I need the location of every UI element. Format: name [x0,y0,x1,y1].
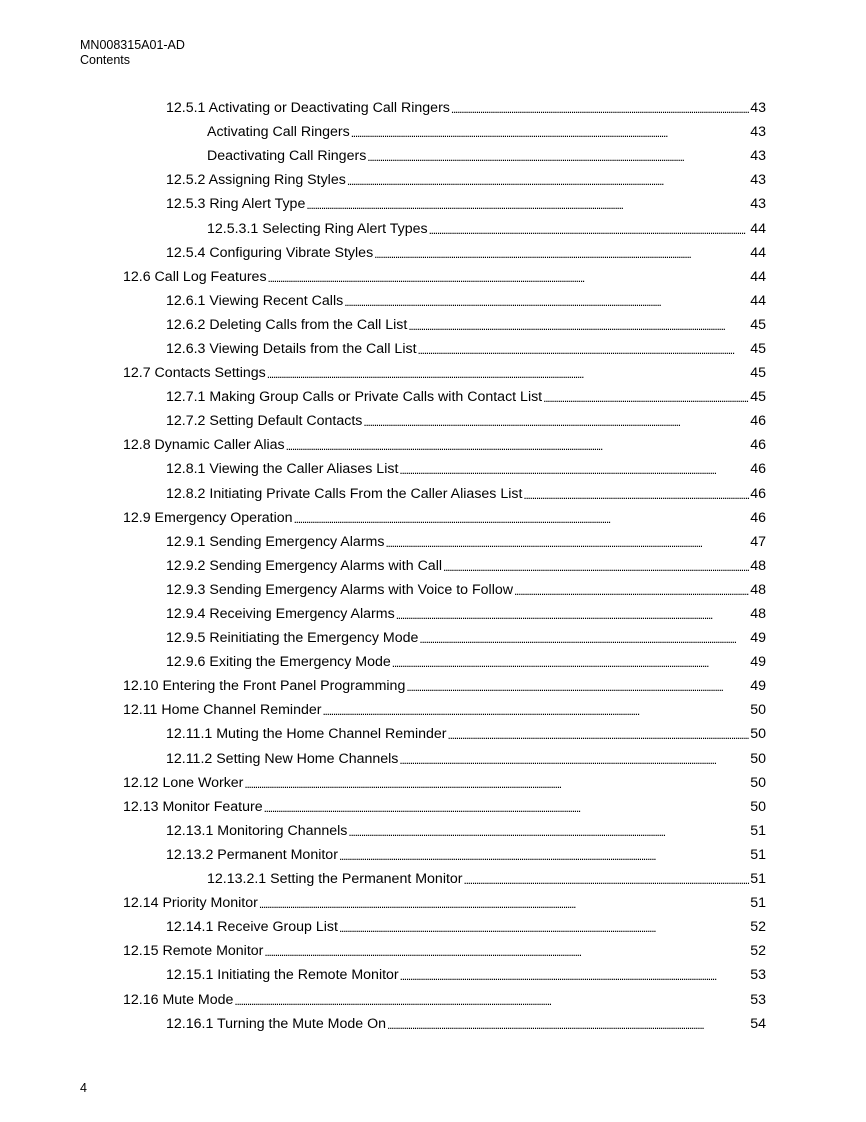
toc-entry-title: 12.8 Dynamic Caller Alias [123,437,285,454]
toc-entry-page: 52 [750,919,766,936]
toc-entry-title: Activating Call Ringers [207,124,350,141]
toc-entry-page: 44 [750,220,766,237]
toc-entry-page: 46 [750,413,766,430]
toc-entry[interactable] [0,506,866,530]
toc-entry-page: 50 [750,726,766,743]
dot-leader [392,655,749,671]
toc-entry[interactable] [0,337,866,361]
toc-entry-title: 12.12 Lone Worker [123,774,244,791]
toc-entry[interactable] [0,650,866,674]
toc-entry[interactable] [0,409,866,433]
toc-entry[interactable] [0,963,866,987]
toc-entry-page: 46 [750,437,766,454]
toc-entry-title: 12.11.2 Setting New Home Channels [166,750,399,767]
toc-entry-title: 12.5.1 Activating or Deactivating Call Ringers [166,100,450,117]
toc-entry[interactable] [0,722,866,746]
toc-entry[interactable] [0,457,866,481]
dot-leader [363,414,749,430]
dot-leader [387,1017,749,1033]
dot-leader [396,607,750,623]
toc-entry[interactable] [0,192,866,216]
dot-leader [514,583,749,599]
toc-entry[interactable] [0,530,866,554]
toc-entry-page: 51 [750,846,766,863]
table-of-contents [0,96,866,1036]
dot-leader [367,149,749,165]
dot-leader [268,270,750,286]
toc-entry-page: 52 [750,943,766,960]
dot-leader [406,679,749,695]
toc-entry-page: 51 [750,871,766,888]
dot-leader [344,294,749,310]
toc-entry-page: 43 [750,124,766,141]
toc-entry-title: 12.13 Monitor Feature [123,798,263,815]
toc-entry-title: 12.7.1 Making Group Calls or Private Calls with Contact List [166,389,543,406]
toc-entry-title: 12.5.3 Ring Alert Type [166,196,306,213]
toc-entry-title: 12.6.2 Deleting Calls from the Call List [166,316,408,333]
toc-entry-title: 12.9 Emergency Operation [123,509,293,526]
toc-entry-title: 12.9.4 Receiving Emergency Alarms [166,606,395,623]
toc-entry-page: 48 [750,557,766,574]
toc-entry[interactable] [0,168,866,192]
dot-leader [451,101,749,117]
toc-entry[interactable] [0,987,866,1011]
dot-leader [399,462,749,478]
dot-leader [339,848,749,864]
toc-entry[interactable] [0,626,866,650]
toc-entry-page: 43 [750,100,766,117]
toc-entry[interactable] [0,385,866,409]
dot-leader [543,390,749,406]
toc-entry-title: 12.16 Mute Mode [123,991,234,1008]
toc-entry-page: 50 [750,774,766,791]
toc-entry-title: 12.8.2 Initiating Private Calls From the Caller Aliases List [166,485,523,502]
toc-entry-title: 12.9.3 Sending Emergency Alarms with Voice to Follow [166,581,513,598]
toc-entry-title: 12.15 Remote Monitor [123,943,264,960]
toc-entry[interactable] [0,433,866,457]
toc-entry[interactable] [0,771,866,795]
toc-entry-page: 44 [750,244,766,261]
toc-entry[interactable] [0,843,866,867]
toc-entry[interactable] [0,361,866,385]
dot-leader [374,246,749,262]
toc-entry-title: 12.9.2 Sending Emergency Alarms with Call [166,557,443,574]
dot-leader [294,511,750,527]
dot-leader [348,824,749,840]
toc-entry-title: 12.9.5 Reinitiating the Emergency Mode [166,630,419,647]
toc-entry-title: Deactivating Call Ringers [207,148,367,165]
toc-entry-page: 44 [750,292,766,309]
toc-entry-title: 12.7.2 Setting Default Contacts [166,413,363,430]
toc-entry[interactable] [0,144,866,168]
dot-leader [264,800,750,816]
toc-entry-title: 12.14.1 Receive Group List [166,919,338,936]
toc-entry[interactable] [0,265,866,289]
dot-leader [448,727,750,743]
toc-entry-title: 12.10 Entering the Front Panel Programming [123,678,406,695]
section-title: Contents [80,53,131,67]
toc-entry-page: 47 [750,533,766,550]
toc-entry-page: 49 [750,654,766,671]
toc-entry-title: 12.13.2.1 Setting the Permanent Monitor [207,871,463,888]
toc-entry-title: 12.16.1 Turning the Mute Mode On [166,1015,387,1032]
toc-entry-page: 54 [750,1015,766,1032]
dot-leader [464,872,750,888]
dot-leader [286,438,750,454]
toc-entry-title: 12.5.2 Assigning Ring Styles [166,172,346,189]
document-id: MN008315A01-AD [80,38,185,52]
toc-entry-page: 51 [750,895,766,912]
toc-entry-title: 12.7 Contacts Settings [123,365,266,382]
dot-leader [339,920,749,936]
dot-leader [419,631,749,647]
toc-entry-page: 46 [750,509,766,526]
toc-entry[interactable] [0,578,866,602]
toc-entry-page: 51 [750,822,766,839]
dot-leader [264,944,749,960]
dot-leader [443,559,749,575]
dot-leader [429,222,750,238]
dot-leader [234,993,749,1009]
dot-leader [408,318,749,334]
dot-leader [322,703,749,719]
toc-entry-title: 12.8.1 Viewing the Caller Aliases List [166,461,399,478]
toc-entry[interactable] [0,819,866,843]
toc-entry-title: 12.6 Call Log Features [123,268,267,285]
dot-leader [418,342,750,358]
toc-entry-page: 45 [750,389,766,406]
toc-entry-page: 49 [750,678,766,695]
toc-entry-page: 48 [750,581,766,598]
page-number: 4 [80,1081,87,1095]
toc-entry-title: 12.11.1 Muting the Home Channel Reminder [166,726,447,743]
toc-entry-title: 12.9.1 Sending Emergency Alarms [166,533,385,550]
toc-entry[interactable] [0,96,866,120]
dot-leader [523,487,749,503]
dot-leader [351,125,749,141]
toc-entry-page: 46 [750,485,766,502]
toc-entry[interactable] [0,891,866,915]
dot-leader [244,776,749,792]
dot-leader [399,752,749,768]
toc-entry-page: 45 [750,316,766,333]
toc-entry-page: 49 [750,630,766,647]
toc-entry-page: 53 [750,967,766,984]
toc-entry-page: 50 [750,798,766,815]
toc-entry[interactable] [0,1012,866,1036]
toc-entry-title: 12.5.4 Configuring Vibrate Styles [166,244,374,261]
toc-entry-page: 45 [750,365,766,382]
page-header [80,38,185,68]
dot-leader [267,366,749,382]
toc-entry-page: 50 [750,750,766,767]
toc-entry-page: 45 [750,340,766,357]
toc-entry[interactable] [0,674,866,698]
dot-leader [259,896,749,912]
dot-leader [385,535,749,551]
toc-entry[interactable] [0,554,866,578]
toc-entry[interactable] [0,939,866,963]
toc-entry-page: 46 [750,461,766,478]
toc-entry-title: 12.11 Home Channel Reminder [123,702,322,719]
toc-entry[interactable] [0,698,866,722]
toc-entry[interactable] [0,795,866,819]
dot-leader [347,173,749,189]
toc-entry-page: 53 [750,991,766,1008]
toc-entry-page: 43 [750,172,766,189]
dot-leader [306,197,749,213]
toc-entry-title: 12.9.6 Exiting the Emergency Mode [166,654,391,671]
toc-entry-title: 12.13.1 Monitoring Channels [166,822,348,839]
toc-entry-page: 48 [750,606,766,623]
toc-entry[interactable] [0,313,866,337]
toc-entry-title: 12.6.3 Viewing Details from the Call List [166,340,417,357]
toc-entry[interactable] [0,867,866,891]
toc-entry-title: 12.14 Priority Monitor [123,895,258,912]
toc-entry-title: 12.6.1 Viewing Recent Calls [166,292,344,309]
toc-entry-page: 50 [750,702,766,719]
toc-entry[interactable] [0,289,866,313]
toc-entry-page: 43 [750,196,766,213]
toc-entry[interactable] [0,482,866,506]
toc-entry-title: 12.5.3.1 Selecting Ring Alert Types [207,220,428,237]
toc-entry-page: 44 [750,268,766,285]
toc-entry[interactable] [0,747,866,771]
toc-entry-title: 12.15.1 Initiating the Remote Monitor [166,967,399,984]
toc-entry-page: 43 [750,148,766,165]
toc-entry[interactable] [0,915,866,939]
toc-entry[interactable] [0,120,866,144]
dot-leader [400,968,750,984]
toc-entry[interactable] [0,241,866,265]
toc-entry[interactable] [0,602,866,626]
toc-entry-title: 12.13.2 Permanent Monitor [166,846,338,863]
toc-entry[interactable] [0,216,866,240]
